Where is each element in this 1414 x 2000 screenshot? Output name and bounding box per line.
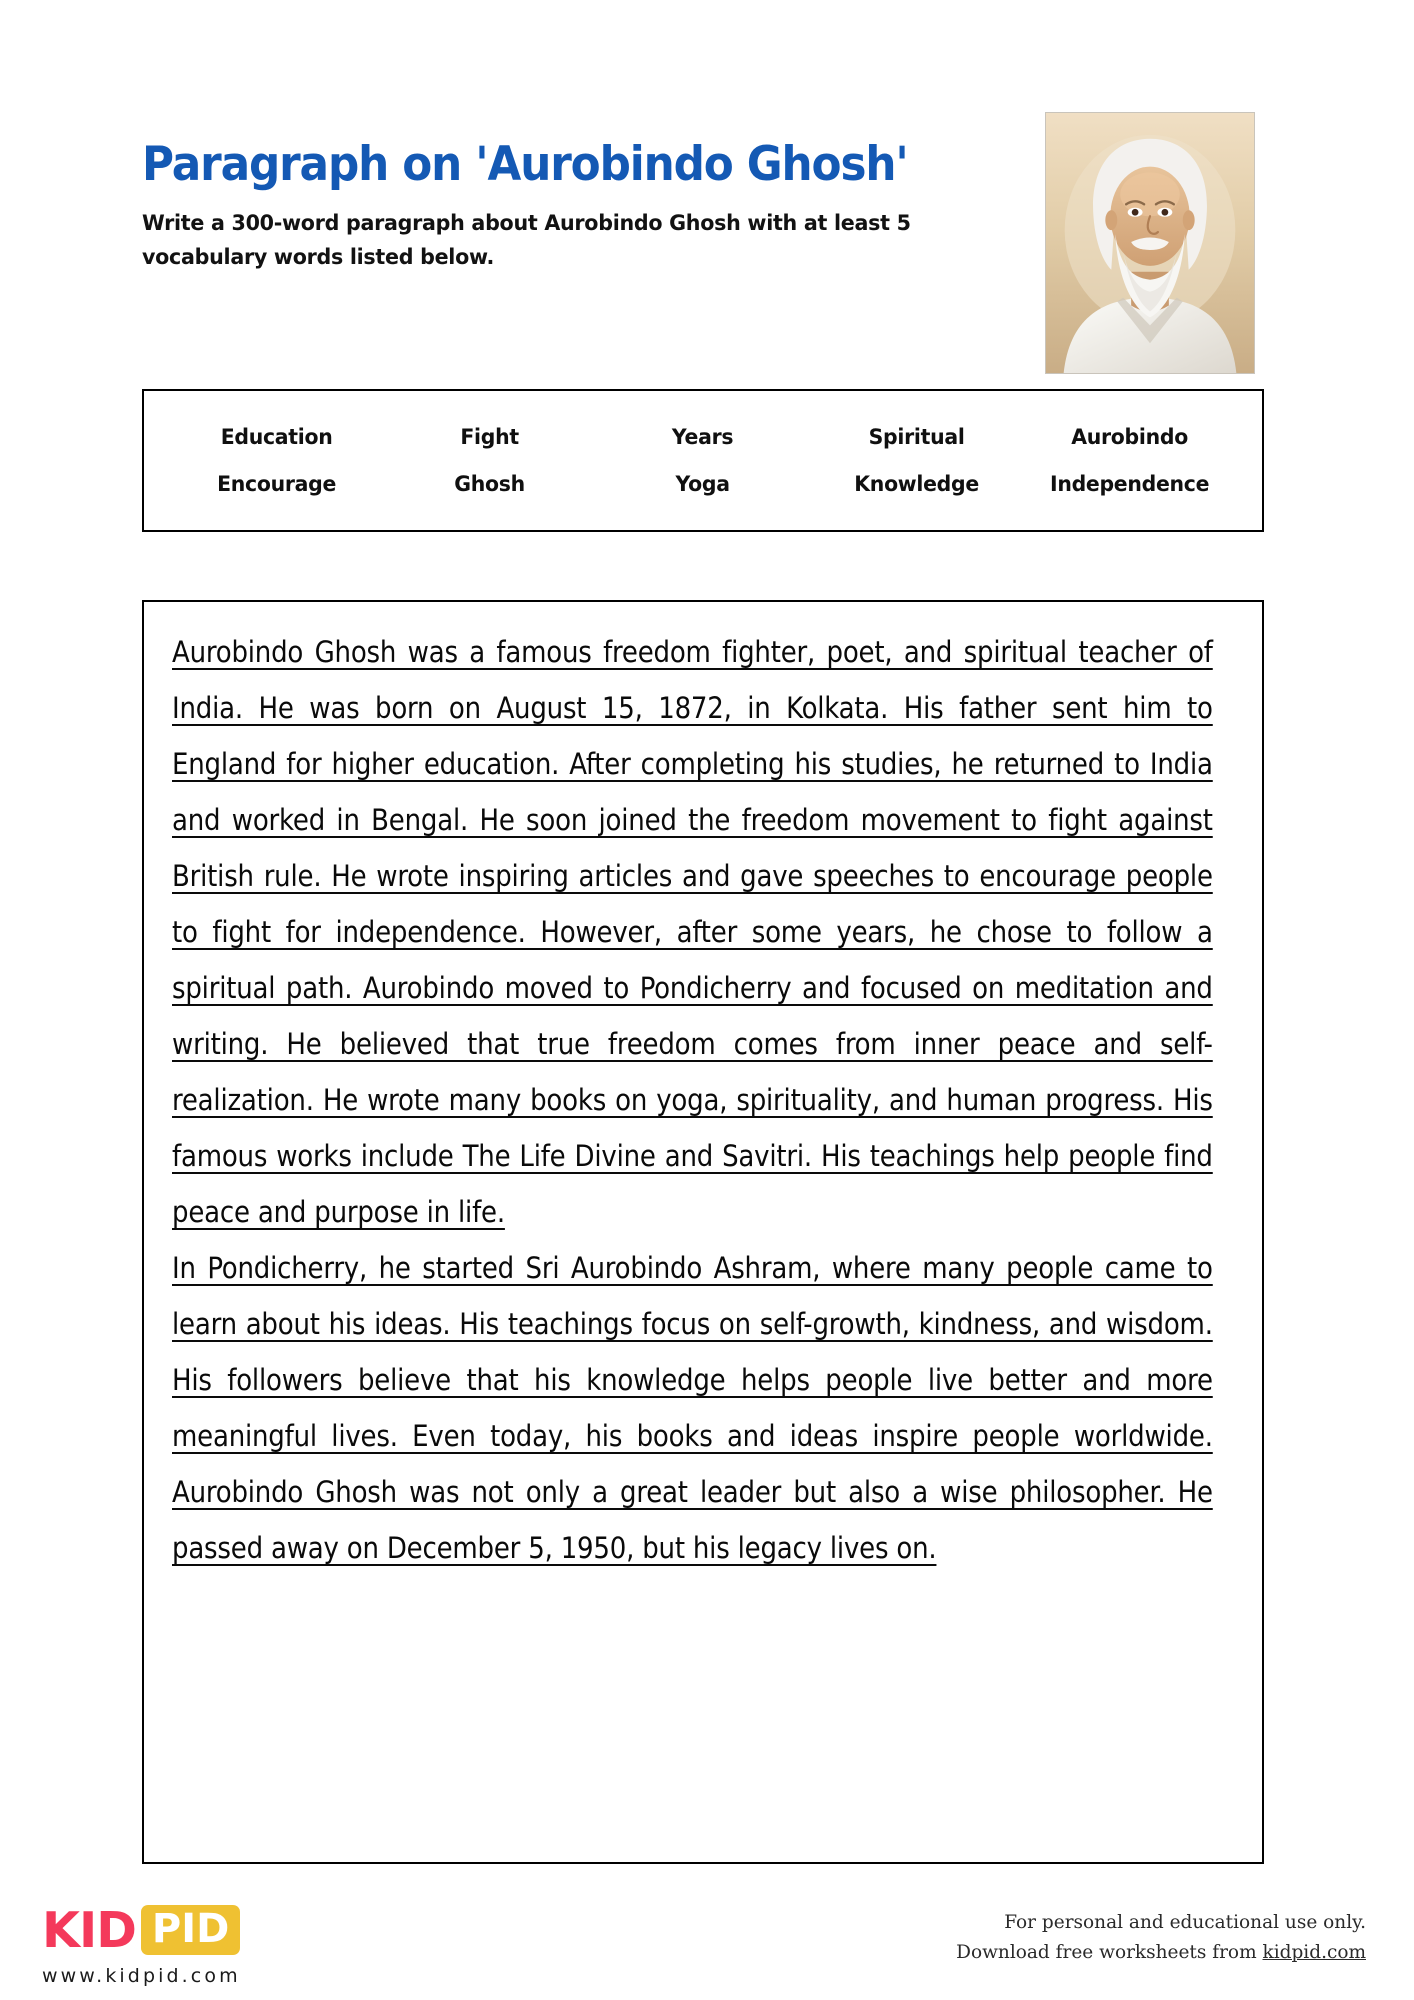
logo-mark bbox=[42, 1901, 372, 1959]
answer-text bbox=[172, 624, 1213, 1576]
vocabulary-word: Yoga bbox=[675, 471, 731, 497]
vocabulary-word: Knowledge bbox=[853, 471, 979, 497]
page-title: Paragraph on 'Aurobindo Ghosh' bbox=[142, 137, 908, 192]
page-footer bbox=[0, 1890, 1414, 2000]
answer-paragraph-2: In Pondicherry, he started Sri Aurobindo Ashram, where many people came to learn about his ideas. His teachings focus on self-growth, kindness, and wisdom. His followers believe that his knowledge helps people live better and more meaningful lives. Even today, his books and ideas inspire people worldwide. Aurobindo Ghosh was not only a great leader but also a wise philosopher. He passed away on December 5, 1950, but his legacy lives on. bbox=[172, 1251, 1213, 1565]
footer-note-line-2 bbox=[956, 1938, 1366, 1968]
answer-paragraph-1: Aurobindo Ghosh was a famous freedom fighter, poet, and spiritual teacher of India. He was born on August 15, 1872, in Kolkata. His father sent him to England for higher education. After completing his studies, he returned to India and worked in Bengal. He soon joined the freedom movement to fight against British rule. He wrote inspiring articles and gave speeches to encourage people to fight for independence. However, after some years, he chose to follow a spiritual path. Aurobindo moved to Pondicherry and focused on meditation and writing. He believed that true freedom comes from inner peace and self-realization. He wrote many books on yoga, spirituality, and human progress. His famous works include The Life Divine and Savitri. His teachings help people find peace and purpose in life. bbox=[172, 635, 1213, 1229]
worksheet-header bbox=[142, 137, 1022, 274]
vocabulary-row bbox=[144, 425, 1262, 450]
worksheet-instructions: Write a 300-word paragraph about Aurobindo Ghosh with at least 5 vocabulary words listed below. bbox=[142, 211, 911, 270]
vocabulary-word: Encourage bbox=[217, 471, 337, 497]
portrait-illustration bbox=[1046, 113, 1254, 373]
footer-kidpid-link[interactable]: kidpid.com bbox=[1262, 1941, 1366, 1963]
vocabulary-word-bank bbox=[142, 389, 1264, 532]
logo-url-text: www.kidpid.com bbox=[42, 1965, 241, 1987]
answer-paragraph-box[interactable] bbox=[142, 600, 1264, 1864]
footer-note-prefix: Download free worksheets from bbox=[956, 1941, 1263, 1963]
logo-kid-text: KID bbox=[42, 1901, 136, 1959]
vocabulary-word: Ghosh bbox=[454, 471, 526, 497]
vocabulary-word: Independence bbox=[1049, 471, 1209, 497]
vocabulary-word: Aurobindo bbox=[1071, 424, 1188, 450]
vocabulary-word: Years bbox=[672, 424, 734, 450]
vocabulary-word: Fight bbox=[460, 424, 520, 450]
kidpid-logo[interactable] bbox=[42, 1901, 372, 1987]
vocabulary-word: Education bbox=[220, 424, 333, 450]
footer-usage-notes bbox=[956, 1908, 1366, 1968]
logo-pid-text: PID bbox=[141, 1905, 240, 1955]
footer-note-line-1: For personal and educational use only. bbox=[1004, 1912, 1366, 1933]
vocabulary-row bbox=[144, 472, 1262, 497]
vocabulary-word: Spiritual bbox=[868, 424, 965, 450]
aurobindo-ghosh-portrait bbox=[1045, 112, 1255, 374]
